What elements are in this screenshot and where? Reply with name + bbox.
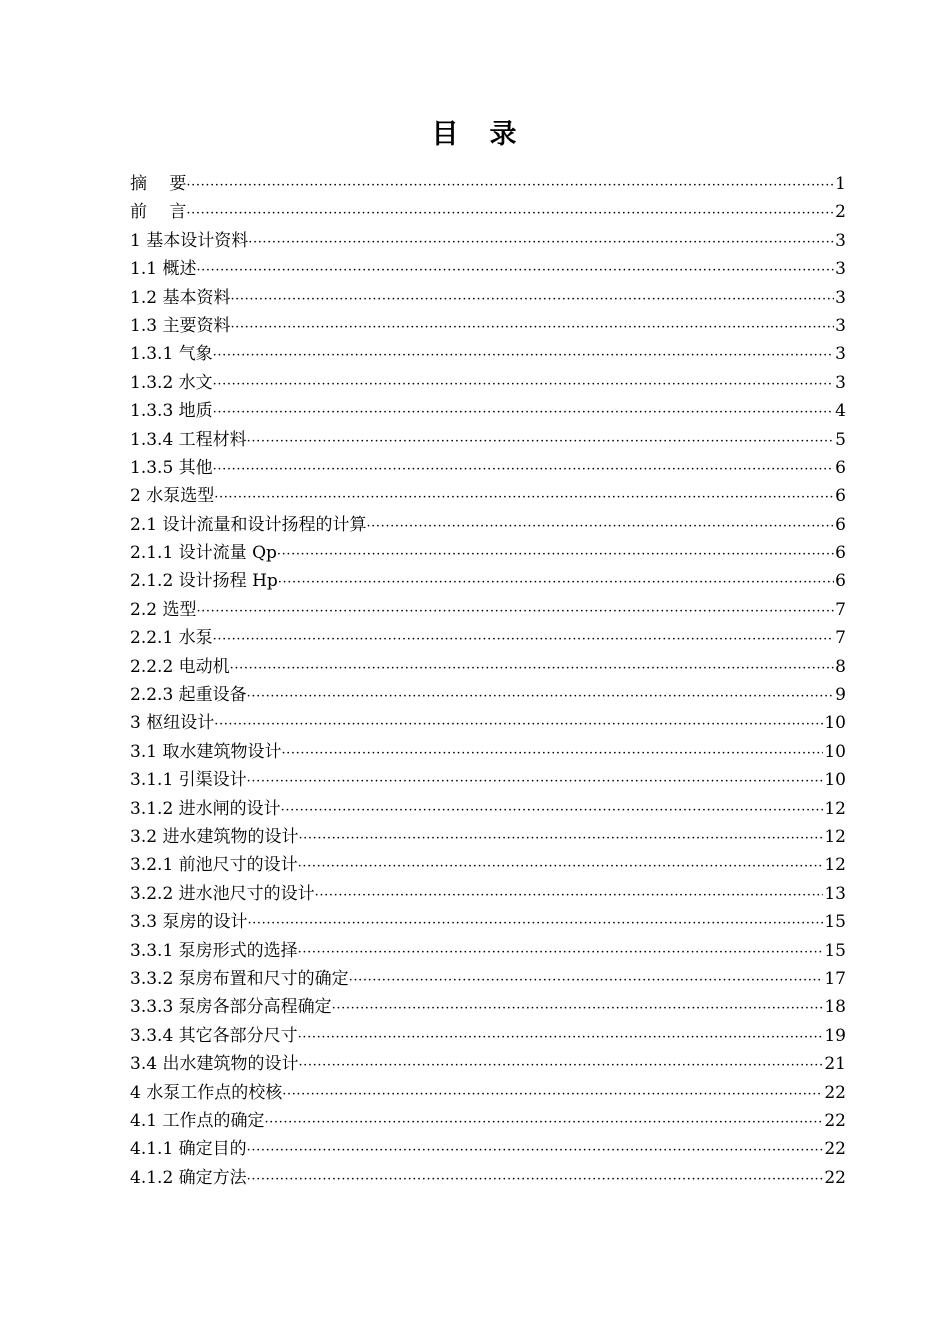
toc-entry-page-number: 19 — [824, 1025, 846, 1046]
toc-entry-label: 2.1 设计流量和设计扬程的计算 — [130, 514, 367, 535]
toc-entry[interactable] — [130, 1079, 846, 1107]
toc-entry-label: 3.4 出水建筑物的设计 — [130, 1054, 299, 1075]
toc-entry-label: 1.3 主要资料 — [130, 315, 231, 336]
toc-entry[interactable] — [130, 397, 846, 425]
toc-dot-leader — [196, 257, 834, 283]
toc-entry-page-number: 3 — [835, 287, 846, 308]
toc-dot-leader — [213, 626, 835, 652]
toc-entry-page-number: 6 — [835, 457, 846, 478]
toc-entry-page-number: 7 — [835, 628, 846, 649]
toc-entry-page-number: 5 — [835, 429, 846, 450]
toc-dot-leader — [277, 541, 834, 567]
toc-entry-page-number: 1 — [835, 174, 846, 194]
toc-entry[interactable] — [130, 908, 846, 936]
toc-entry-page-number: 3 — [835, 259, 846, 280]
toc-dot-leader — [230, 286, 834, 312]
toc-entry-page-number: 9 — [835, 685, 846, 706]
toc-entry-page-number: 22 — [824, 1110, 846, 1131]
toc-dot-leader — [247, 768, 824, 794]
toc-entry-label: 1.2 基本资料 — [130, 287, 231, 308]
toc-dot-leader — [349, 967, 824, 993]
toc-dot-leader — [298, 1052, 823, 1078]
toc-dot-leader — [332, 995, 824, 1021]
toc-entry[interactable] — [130, 965, 846, 993]
toc-entry[interactable] — [130, 851, 846, 879]
toc-entry-page-number: 3 — [835, 344, 846, 365]
toc-dot-leader — [214, 711, 823, 737]
table-of-contents — [130, 170, 846, 1192]
toc-entry-label: 1.1 概述 — [130, 259, 197, 280]
toc-entry-page-number: 7 — [835, 599, 846, 620]
toc-entry-page-number: 10 — [824, 741, 846, 762]
toc-entry[interactable] — [130, 596, 846, 624]
toc-entry-page-number: 12 — [824, 826, 846, 847]
toc-entry-label: 3.2 进水建筑物的设计 — [130, 826, 299, 847]
toc-entry-page-number: 10 — [824, 713, 846, 734]
toc-entry[interactable] — [130, 681, 846, 709]
toc-entry[interactable] — [130, 567, 846, 595]
toc-entry[interactable] — [130, 653, 846, 681]
toc-entry[interactable] — [130, 993, 846, 1021]
toc-entry-label: 3.1.1 引渠设计 — [130, 770, 247, 791]
toc-entry[interactable] — [130, 738, 846, 766]
toc-dot-leader — [196, 598, 834, 624]
toc-entry-label: 2 水泵选型 — [130, 486, 215, 507]
toc-entry-label: 3.1 取水建筑物设计 — [130, 741, 282, 762]
toc-entry-label: 2.2.1 水泵 — [130, 628, 213, 649]
toc-entry[interactable] — [130, 511, 846, 539]
toc-entry[interactable] — [130, 426, 846, 454]
toc-entry-label: 3.2.2 进水池尺寸的设计 — [130, 883, 315, 904]
toc-entry-label: 3.3.2 泵房布置和尺寸的确定 — [130, 968, 349, 989]
toc-entry[interactable] — [130, 170, 846, 198]
toc-entry-page-number: 22 — [824, 1167, 846, 1188]
toc-entry[interactable] — [130, 937, 846, 965]
toc-entry[interactable] — [130, 624, 846, 652]
toc-entry-page-number: 13 — [824, 883, 846, 904]
toc-entry[interactable] — [130, 198, 846, 226]
toc-dot-leader — [248, 229, 834, 255]
toc-entry-label: 2.1.2 设计扬程 Hp — [130, 571, 278, 592]
toc-entry-label: 3.1.2 进水闸的设计 — [130, 798, 281, 819]
toc-entry[interactable] — [130, 539, 846, 567]
toc-dot-leader — [247, 1137, 824, 1163]
toc-dot-leader — [315, 882, 824, 908]
toc-entry-label: 3 枢纽设计 — [130, 713, 215, 734]
toc-entry-page-number: 3 — [835, 372, 846, 393]
toc-entry-label: 2.1.1 设计流量 Qp — [130, 543, 277, 564]
page-title: 目 录 — [431, 119, 519, 150]
toc-entry[interactable] — [130, 795, 846, 823]
toc-entry-label: 4.1 工作点的确定 — [130, 1110, 265, 1131]
toc-entry-page-number: 21 — [824, 1054, 846, 1075]
toc-entry-page-number: 18 — [824, 997, 846, 1018]
toc-entry-label: 前 言 — [130, 202, 187, 223]
toc-entry[interactable] — [130, 1050, 846, 1078]
toc-entry[interactable] — [130, 1107, 846, 1135]
toc-entry-page-number: 6 — [835, 514, 846, 535]
toc-entry-page-number: 3 — [835, 315, 846, 336]
toc-entry[interactable] — [130, 255, 846, 283]
toc-entry[interactable] — [130, 482, 846, 510]
toc-dot-leader — [247, 1166, 824, 1192]
toc-dot-leader — [213, 342, 835, 368]
toc-entry-page-number: 3 — [835, 230, 846, 251]
toc-dot-leader — [247, 428, 835, 454]
toc-entry-page-number: 15 — [824, 912, 846, 933]
toc-dot-leader — [213, 456, 835, 482]
toc-dot-leader — [230, 655, 835, 681]
toc-dot-leader — [247, 683, 835, 709]
toc-dot-leader — [298, 853, 824, 879]
toc-entry-label: 4 水泵工作点的校核 — [130, 1082, 283, 1103]
toc-entry-page-number: 10 — [824, 770, 846, 791]
toc-dot-leader — [213, 371, 835, 397]
toc-entry[interactable] — [130, 1135, 846, 1163]
toc-entry[interactable] — [130, 312, 846, 340]
toc-dot-leader — [366, 513, 834, 539]
toc-entry-label: 1.3.2 水文 — [130, 372, 213, 393]
toc-dot-leader — [213, 399, 835, 425]
toc-entry-label: 1.3.1 气象 — [130, 344, 213, 365]
toc-entry[interactable] — [130, 227, 846, 255]
toc-entry[interactable] — [130, 284, 846, 312]
toc-entry-page-number: 15 — [824, 940, 846, 961]
toc-entry-label: 4.1.1 确定目的 — [130, 1139, 247, 1160]
toc-entry-label: 3.3.1 泵房形式的选择 — [130, 940, 298, 961]
toc-entry-page-number: 22 — [824, 1082, 846, 1103]
toc-entry-label: 2.2.3 起重设备 — [130, 685, 247, 706]
toc-entry[interactable] — [130, 1022, 846, 1050]
toc-entry[interactable] — [130, 880, 846, 908]
toc-dot-leader — [214, 484, 834, 510]
toc-entry-label: 2.2 选型 — [130, 599, 197, 620]
toc-entry-page-number: 17 — [824, 968, 846, 989]
toc-entry-page-number: 12 — [824, 855, 846, 876]
toc-entry-page-number: 4 — [835, 401, 846, 422]
toc-entry[interactable] — [130, 1164, 846, 1192]
toc-entry-label: 2.2.2 电动机 — [130, 656, 230, 677]
toc-entry[interactable] — [130, 823, 846, 851]
toc-entry-page-number: 6 — [835, 571, 846, 592]
toc-dot-leader — [186, 200, 834, 226]
toc-entry-page-number: 22 — [824, 1139, 846, 1160]
toc-entry-label: 4.1.2 确定方法 — [130, 1167, 247, 1188]
toc-entry[interactable] — [130, 766, 846, 794]
toc-entry[interactable] — [130, 369, 846, 397]
toc-dot-leader — [264, 1109, 823, 1135]
toc-dot-leader — [298, 825, 823, 851]
toc-dot-leader — [186, 172, 834, 198]
toc-entry-label: 3.3.4 其它各部分尺寸 — [130, 1025, 298, 1046]
toc-entry-page-number: 12 — [824, 798, 846, 819]
toc-entry[interactable] — [130, 454, 846, 482]
toc-entry-label: 1.3.5 其他 — [130, 457, 213, 478]
toc-entry-label: 3.3 泵房的设计 — [130, 912, 248, 933]
toc-entry-label: 3.2.1 前池尺寸的设计 — [130, 855, 298, 876]
toc-entry-label: 1.3.4 工程材料 — [130, 429, 247, 450]
toc-entry-label: 摘 要 — [130, 174, 187, 194]
toc-entry[interactable] — [130, 340, 846, 368]
toc-entry-page-number: 8 — [835, 656, 846, 677]
toc-dot-leader — [298, 939, 824, 965]
toc-dot-leader — [230, 314, 834, 340]
toc-dot-leader — [281, 797, 824, 823]
toc-entry-page-number: 6 — [835, 543, 846, 564]
toc-entry-label: 1 基本设计资料 — [130, 230, 249, 251]
toc-entry-label: 3.3.3 泵房各部分高程确定 — [130, 997, 332, 1018]
toc-dot-leader — [282, 1081, 823, 1107]
toc-entry-page-number: 2 — [835, 202, 846, 223]
toc-entry-page-number: 6 — [835, 486, 846, 507]
toc-dot-leader — [281, 740, 823, 766]
toc-entry-label: 1.3.3 地质 — [130, 401, 213, 422]
toc-dot-leader — [278, 569, 834, 595]
toc-dot-leader — [298, 1024, 824, 1050]
toc-entry[interactable] — [130, 709, 846, 737]
toc-dot-leader — [247, 910, 823, 936]
